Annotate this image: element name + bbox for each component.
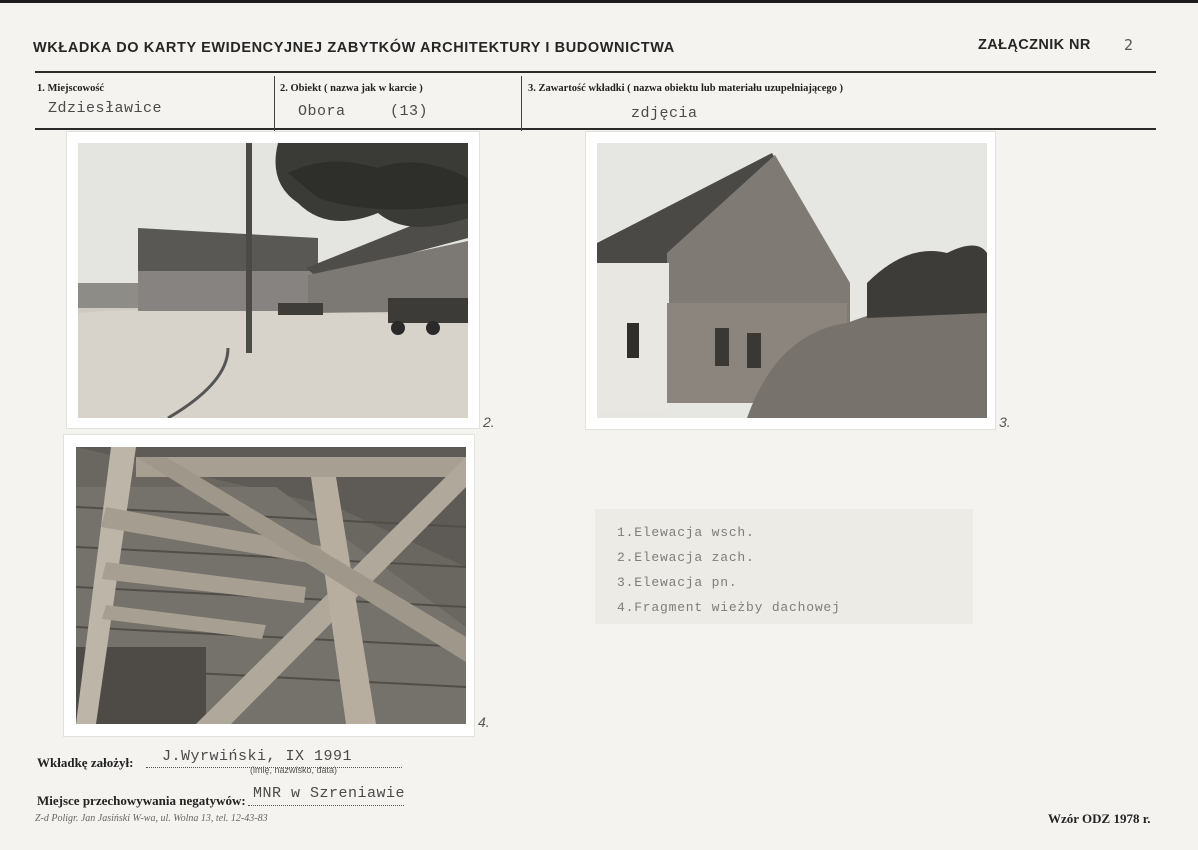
caption-1: 1.Elewacja wsch. bbox=[617, 525, 755, 540]
photo-number-2: 2. bbox=[483, 414, 495, 430]
farmyard-image bbox=[78, 143, 468, 418]
created-by-label: Wkładkę założył: bbox=[37, 755, 134, 770]
contents-label: 3. Zawartość wkładki ( nazwa obiektu lub materiału uzupełniającego ) bbox=[528, 83, 844, 94]
caption-4: 4.Fragment wieżby dachowej bbox=[617, 600, 841, 615]
form-model: Wzór ODZ 1978 r. bbox=[1048, 811, 1151, 826]
caption-2: 2.Elewacja zach. bbox=[617, 550, 755, 565]
storage-line bbox=[248, 805, 404, 806]
captions-box bbox=[595, 509, 973, 624]
header-rule-bottom bbox=[35, 128, 1156, 130]
header-rule-top bbox=[35, 71, 1156, 73]
form-title: WKŁADKA DO KARTY EWIDENCYJNEJ ZABYTKÓW ARCHITEKTURY I BUDOWNICTWA bbox=[33, 40, 675, 56]
photo-number-4: 4. bbox=[478, 714, 490, 730]
storage-label: Miejsce przechowywania negatywów: bbox=[37, 793, 246, 808]
created-by-value: J.Wyrwiński, IX 1991 bbox=[162, 748, 353, 765]
roof-truss-image bbox=[76, 447, 466, 724]
photo-roof-truss bbox=[64, 435, 490, 736]
caption-3: 3.Elewacja pn. bbox=[617, 575, 738, 590]
object-value: Obora bbox=[298, 103, 346, 120]
printer-imprint: Z-d Poligr. Jan Jasiński W-wa, ul. Wolna 13, tel. 12-43-83 bbox=[35, 813, 268, 824]
annex-label: ZAŁĄCZNIK NR bbox=[978, 37, 1091, 53]
photo-number-3: 3. bbox=[999, 414, 1011, 430]
contents-value: zdjęcia bbox=[631, 105, 698, 122]
record-sheet bbox=[0, 3, 1198, 850]
field-divider-2 bbox=[521, 76, 522, 131]
locality-value: Zdziesławice bbox=[48, 100, 163, 117]
storage-value: MNR w Szreniawie bbox=[253, 785, 406, 802]
object-label: 2. Obiekt ( nazwa jak w karcie ) bbox=[280, 83, 423, 94]
barn-gable-image bbox=[597, 143, 987, 418]
photo-east-elevation bbox=[67, 132, 495, 430]
photo-west-elevation bbox=[586, 132, 1011, 430]
annex-number: 2 bbox=[1124, 36, 1134, 54]
object-number: (13) bbox=[390, 103, 429, 120]
locality-label: 1. Miejscowość bbox=[37, 83, 105, 94]
field-divider-1 bbox=[274, 76, 275, 131]
created-by-hint: (imię, nazwisko, data) bbox=[250, 765, 338, 775]
